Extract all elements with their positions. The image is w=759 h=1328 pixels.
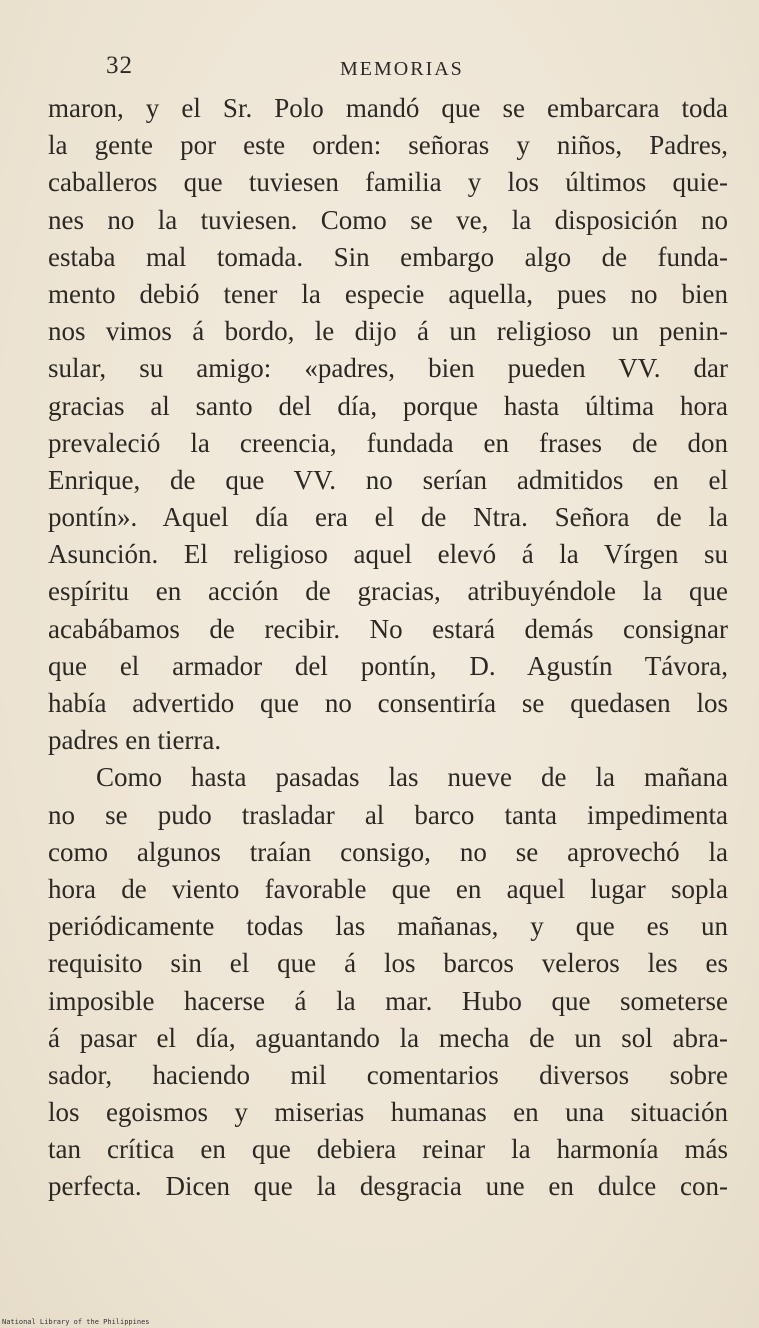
page-header: [0, 52, 759, 88]
text-line: caballeros que tuviesen familia y los últimos quie-: [48, 167, 728, 198]
text-line: estaba mal tomada. Sin embargo algo de funda-: [48, 241, 728, 272]
text-line: pontín». Aquel día era el de Ntra. Señora de la: [48, 502, 728, 533]
text-line: como algunos traían consigo, no se aprovechó la: [48, 836, 728, 867]
text-line: Como hasta pasadas las nueve de la mañana: [96, 762, 728, 793]
text-line: acabábamos de recibir. No estará demás consignar: [48, 613, 728, 644]
text-line: no se pudo trasladar al barco tanta impedimenta: [48, 799, 728, 830]
text-line: periódicamente todas las mañanas, y que es un: [48, 911, 728, 942]
text-line: tan crítica en que debiera reinar la harmonía más: [48, 1134, 728, 1165]
text-line: imposible hacerse á la mar. Hubo que someterse: [48, 985, 728, 1016]
library-attribution: National Library of the Philippines: [2, 1318, 150, 1326]
text-line: los egoismos y miserias humanas en una situación: [48, 1097, 728, 1128]
text-line: sular, su amigo: «padres, bien pueden VV. dar: [48, 353, 728, 384]
text-line: prevaleció la creencia, fundada en frases de don: [48, 427, 728, 458]
text-line: Enrique, de que VV. no serían admitidos en el: [48, 464, 728, 495]
text-line: nes no la tuviesen. Como se ve, la disposición no: [48, 204, 728, 235]
text-line: que el armador del pontín, D. Agustín Távora,: [48, 650, 728, 681]
text-line: maron, y el Sr. Polo mandó que se embarcara toda: [48, 93, 728, 123]
body-text: [48, 90, 728, 1206]
text-line: había advertido que no consentiría se quedasen los: [48, 688, 728, 718]
text-line: gracias al santo del día, porque hasta última hora: [48, 390, 728, 421]
text-line: padres en tierra.: [48, 725, 222, 756]
text-line: sador, haciendo mil comentarios diversos sobre: [48, 1059, 728, 1090]
text-line: hora de viento favorable que en aquel lugar sopla: [48, 873, 728, 904]
text-line: la gente por este orden: señoras y niños, Padres,: [48, 130, 728, 161]
text-line: á pasar el día, aguantando la mecha de un sol abra-: [48, 1022, 728, 1053]
text-line: mento debió tener la especie aquella, pues no bien: [48, 278, 728, 309]
page-number: 32: [106, 52, 133, 79]
text-line: perfecta. Dicen que la desgracia une en dulce con-: [48, 1171, 728, 1202]
text-line: Asunción. El religioso aquel elevó á la Vírgen su: [48, 539, 728, 570]
text-line: espíritu en acción de gracias, atribuyéndole la que: [48, 576, 728, 607]
running-head: MEMORIAS: [340, 58, 464, 80]
text-line: nos vimos á bordo, le dijo á un religioso un penin-: [48, 316, 728, 347]
text-line: requisito sin el que á los barcos veleros les es: [48, 948, 728, 979]
